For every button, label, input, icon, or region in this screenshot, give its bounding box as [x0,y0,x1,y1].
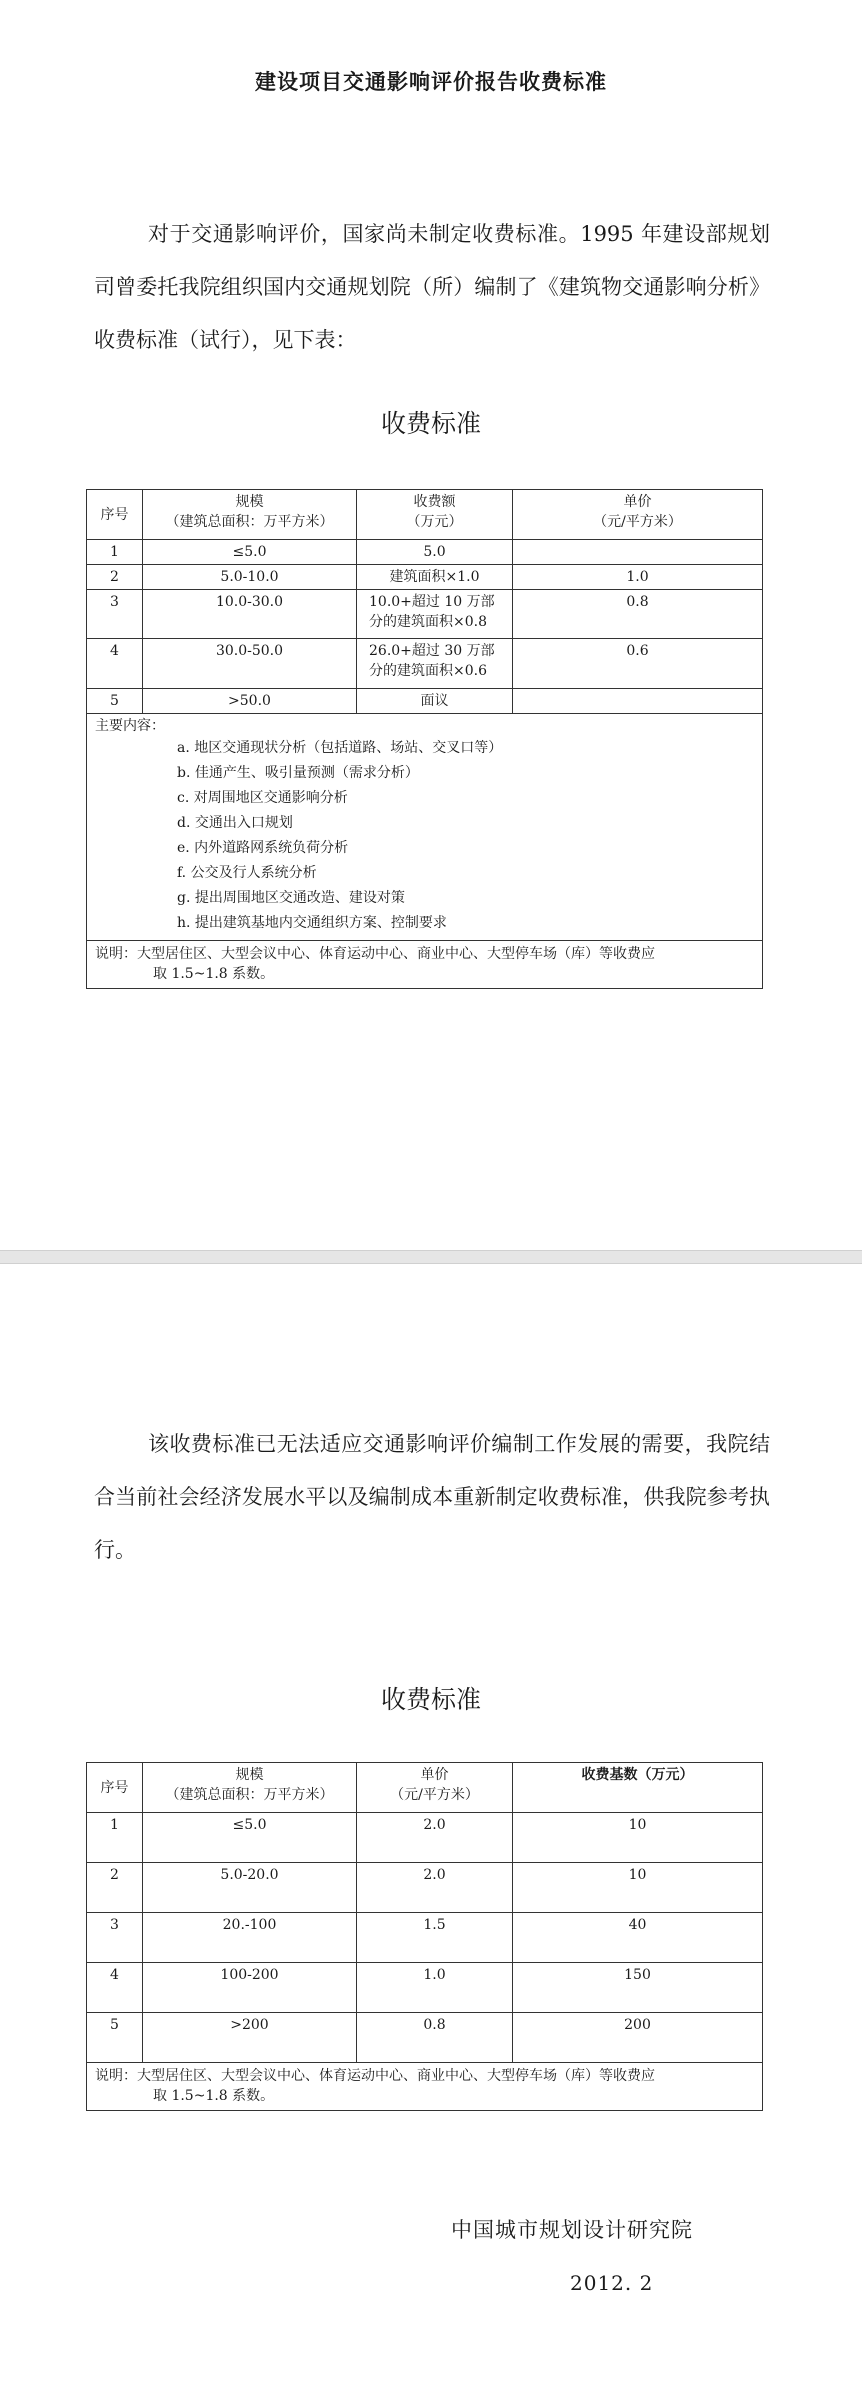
col-header-scale [143,1763,357,1813]
list-item: g. 提出周围地区交通改造、建设对策 [177,890,405,906]
cell-unit: 2.0 [357,1813,513,1863]
cell-unit: 1.0 [513,565,763,590]
col-header-scale-label: 规模 [235,1767,264,1783]
cell-scale: ≤5.0 [143,1813,357,1863]
cell-scale: >50.0 [143,689,357,714]
revision-paragraph: 该收费标准已无法适应交通影响评价编制工作发展的需要，我院结合当前社会经济发展水平以及编制成本重新制定收费标准，供我院参考执行。 [94,1432,770,1562]
cell-scale: >200 [143,2013,357,2063]
fee-table-1995 [86,489,763,989]
fee-table-current [86,1762,763,2111]
cell-unit [513,540,763,565]
list-item: h. 提出建筑基地内交通组织方案、控制要求 [177,915,447,931]
table-row [87,1913,763,1963]
cell-scale: ≤5.0 [143,540,357,565]
table-header-row [87,490,763,540]
cell-unit: 0.6 [513,639,763,689]
note-line-1: 说明：大型居住区、大型会议中心、体育运动中心、商业中心、大型停车场（库）等收费应 [95,2068,655,2084]
cell-fee-line1: 26.0+超过 30 万部 [369,643,495,659]
cell-scale: 10.0-30.0 [143,590,357,639]
note-row [87,2063,763,2111]
cell-unit [513,689,763,714]
main-content-cell [87,714,763,941]
table-row [87,590,763,639]
table-row [87,2013,763,2063]
col-header-base: 收费基数（万元） [513,1763,763,1813]
cell-base: 40 [513,1913,763,1963]
table-row [87,1863,763,1913]
cell-base: 150 [513,1963,763,2013]
table-header-row [87,1763,763,1813]
cell-scale: 20.-100 [143,1913,357,1963]
col-header-unit-label: 单价 [623,494,652,510]
col-header-scale-sub: （建筑总面积：万平方米） [165,514,334,530]
col-header-fee-label: 收费额 [413,494,456,510]
cell-scale: 30.0-50.0 [143,639,357,689]
cell-unit: 0.8 [357,2013,513,2063]
cell-base: 10 [513,1863,763,1913]
page-separator [0,1250,862,1264]
list-item: a. 地区交通现状分析（包括道路、场站、交叉口等） [177,740,503,756]
cell-no: 2 [87,565,143,590]
cell-scale: 100-200 [143,1963,357,2013]
cell-fee: 建筑面积×1.0 [357,565,513,590]
cell-base: 10 [513,1813,763,1863]
document-title: 建设项目交通影响评价报告收费标准 [255,69,607,94]
table-row [87,1813,763,1863]
col-header-unit [357,1763,513,1813]
note-row [87,941,763,989]
col-header-unit [513,490,763,540]
cell-no: 3 [87,1913,143,1963]
main-content-label: 主要内容： [95,718,165,734]
note-line-1: 说明：大型居住区、大型会议中心、体育运动中心、商业中心、大型停车场（库）等收费应 [95,946,655,962]
note-line-2: 取 1.5~1.8 系数。 [153,2088,275,2104]
table1-title: 收费标准 [380,409,481,438]
cell-unit: 0.8 [513,590,763,639]
cell-fee-line1: 10.0+超过 10 万部 [369,594,495,610]
note-cell [87,2063,763,2111]
cell-fee [357,590,513,639]
table-row [87,565,763,590]
cell-no: 1 [87,1813,143,1863]
list-item: b. 佳通产生、吸引量预测（需求分析） [177,765,419,781]
cell-no: 4 [87,639,143,689]
list-item: f. 公交及行人系统分析 [177,865,317,881]
table-row [87,689,763,714]
cell-unit: 2.0 [357,1863,513,1913]
cell-scale: 5.0-10.0 [143,565,357,590]
main-content-list [95,736,754,936]
col-header-unit-label: 单价 [420,1767,449,1783]
col-header-scale-sub: （建筑总面积：万平方米） [165,1787,334,1803]
table2-title: 收费标准 [380,1685,481,1714]
cell-unit: 1.0 [357,1963,513,2013]
list-item: e. 内外道路网系统负荷分析 [177,840,349,856]
intro-paragraph: 对于交通影响评价，国家尚未制定收费标准。1995 年建设部规划司曾委托我院组织国内交通规划院（所）编制了《建筑物交通影响分析》收费标准（试行），见下表： [94,222,770,352]
cell-fee-line2: 分的建筑面积×0.6 [369,663,487,679]
col-header-scale [143,490,357,540]
cell-fee: 面议 [357,689,513,714]
cell-fee [357,639,513,689]
table-row [87,639,763,689]
table-row [87,1963,763,2013]
signature-date: 2012. 2 [570,2271,654,2295]
list-item: d. 交通出入口规划 [177,815,293,831]
signature-organization: 中国城市规划设计研究院 [451,2218,693,2242]
col-header-unit-sub: （元/平方米） [390,1787,479,1803]
cell-no: 5 [87,2013,143,2063]
note-cell [87,941,763,989]
list-item: c. 对周围地区交通影响分析 [177,790,348,806]
cell-unit: 1.5 [357,1913,513,1963]
cell-scale: 5.0-20.0 [143,1863,357,1913]
cell-base: 200 [513,2013,763,2063]
cell-no: 5 [87,689,143,714]
cell-no: 4 [87,1963,143,2013]
cell-fee-line2: 分的建筑面积×0.8 [369,614,487,630]
col-header-fee-sub: （万元） [406,514,463,530]
cell-fee: 5.0 [357,540,513,565]
note-line-2: 取 1.5~1.8 系数。 [153,966,275,982]
col-header-unit-sub: （元/平方米） [593,514,682,530]
cell-no: 2 [87,1863,143,1913]
cell-no: 1 [87,540,143,565]
table-row [87,540,763,565]
col-header-no: 序号 [87,490,143,540]
col-header-fee [357,490,513,540]
col-header-scale-label: 规模 [235,494,264,510]
col-header-no: 序号 [87,1763,143,1813]
cell-no: 3 [87,590,143,639]
content-row [87,714,763,941]
